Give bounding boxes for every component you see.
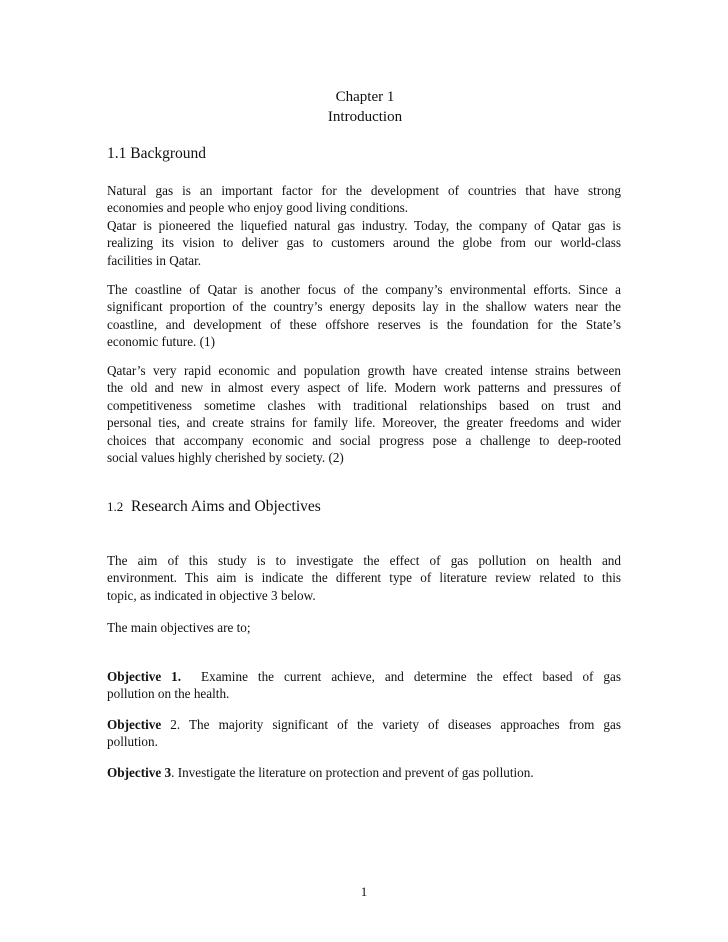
text-line: Qatar’s very rapid economic and population growth have created intense strains between — [107, 363, 621, 378]
text-line: choices that accompany economic and social progress pose a challenge to deep-rooted — [107, 432, 621, 448]
objective-text: . Investigate the literature on protection and prevent of gas pollution. — [171, 765, 534, 780]
text-line: topic, as indicated in objective 3 below. — [107, 587, 316, 603]
text-line: environment. This aim is indicate the different type of literature review related to this — [107, 570, 621, 586]
chapter-title: Chapter 1 — [335, 89, 395, 105]
text-line: Qatar is pioneered the liquefied natural gas industry. Today, the company of Qatar gas is — [107, 217, 621, 233]
text-line: realizing its vision to deliver gas to customers around the globe from our world-class — [107, 235, 621, 251]
text-line: Natural gas is an important factor for the development of countries that have strong — [107, 183, 621, 198]
section-heading-research-aims — [107, 497, 321, 517]
objective-label: Objective 1. — [107, 669, 182, 684]
text-line — [107, 668, 621, 685]
background-paragraph-1 — [107, 182, 621, 269]
text-line: the old and new in almost every aspect of life. Modern work patterns and pressures of — [107, 380, 621, 396]
text-line: significant proportion of the country’s energy deposits lay in the shallow waters near the — [107, 299, 621, 315]
objective-text: 2. The majority significant of the variety of diseases approaches from gas — [170, 717, 621, 732]
aim-paragraph — [107, 552, 621, 604]
section-number: 1.2 — [107, 499, 124, 514]
objective-3 — [107, 764, 621, 781]
text-line — [107, 764, 621, 781]
text-line: economic future. (1) — [107, 334, 216, 350]
page-number: 1 — [360, 884, 368, 899]
text-line: coastline, and development of these offshore reserves is the foundation for the State’s — [107, 316, 621, 332]
text-line: The coastline of Qatar is another focus of the company’s environmental efforts. Since a — [107, 282, 621, 297]
background-paragraph-2 — [107, 281, 621, 351]
text-line: economies and people who enjoy good living conditions. — [107, 200, 409, 216]
text-line: competitiveness sometime clashes with traditional relationships based on trust and — [107, 397, 621, 413]
chapter-subtitle: Introduction — [327, 109, 403, 125]
text-line: personal ties, and create strains for family life. Moreover, the greater freedoms and wider — [107, 415, 621, 431]
objective-label: Objective — [107, 717, 162, 732]
text-line: facilities in Qatar. — [107, 252, 202, 268]
background-paragraph-3 — [107, 362, 621, 466]
chapter-heading — [0, 87, 728, 127]
text-line: The aim of this study is to investigate the effect of gas pollution on health and — [107, 553, 621, 568]
text-line: pollution on the health. — [107, 686, 230, 702]
text-line: The main objectives are to; — [107, 620, 251, 635]
objectives-intro — [107, 619, 621, 636]
section-title: Research Aims and Objectives — [131, 498, 321, 515]
section-heading-background: 1.1 Background — [107, 145, 207, 162]
objective-text: Examine the current achieve, and determine the effect based of gas — [201, 669, 621, 684]
objective-1 — [107, 668, 621, 703]
objective-2 — [107, 716, 621, 751]
text-line: pollution. — [107, 734, 158, 750]
text-line: social values highly cherished by society. (2) — [107, 449, 344, 465]
text-line — [107, 716, 621, 733]
objective-label: Objective 3 — [107, 765, 172, 780]
